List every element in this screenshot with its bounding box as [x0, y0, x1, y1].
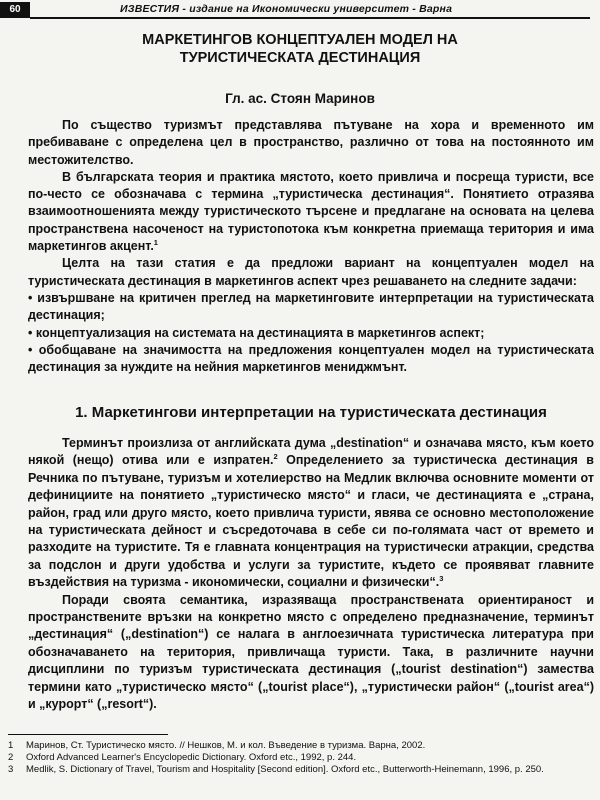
title-line-1: МАРКЕТИНГОВ КОНЦЕПТУАЛЕН МОДЕЛ НА	[142, 32, 458, 48]
title-line-2: ТУРИСТИЧЕСКАТА ДЕСТИНАЦИЯ	[179, 50, 421, 66]
footnote-3	[8, 764, 596, 776]
task-bullet-1: • извършване на критичен преглед на маркетинговите интерпретации на туристическата дестинация;	[28, 290, 594, 323]
header-rule	[30, 17, 590, 19]
intro-paragraph-2	[28, 169, 594, 255]
intro-paragraph-3: Целта на тази статия е да предложи вариант на концептуален модел на туристическата дестинация в маркетингов аспект чрез решаването на следните задачи:	[28, 256, 594, 288]
page-header	[0, 0, 600, 20]
footnotes	[8, 740, 596, 776]
footnote-number: 3	[8, 764, 14, 775]
term-tourist-destination: туристическа дестинация	[413, 453, 578, 468]
section-paragraph-1-c: в Речника по пътуване, туризъм и хотелиерство на Медлик включва основните моменти от дефинициите на понятието „туристическо място“ и гласи, че дестинацията е „страна, район, град или друго място, което привлича туристи, явява се основно местоположение на туристическата дейност и съсредоточава в себе си по-голямата част от времето и разходите на туристите. Тя е главната концентрация на туристически атракции, средства за подслон и други удобства и услуги за туристите, където се проявяват главните въздействия на туризма - икономически, социални и физически“.	[28, 453, 594, 590]
footnote-number: 2	[8, 752, 14, 763]
footnote-ref-2[interactable]: 2	[273, 452, 278, 462]
footnote-text: Medlik, S. Dictionary of Travel, Tourism and Hospitality [Second edition]. Oxford etc., Butterworth-Heinemann, 1996, p. 250.	[26, 764, 544, 775]
footnote-ref-3[interactable]: 3	[439, 574, 444, 584]
footnote-number: 1	[8, 740, 14, 751]
footnote-2	[8, 752, 596, 764]
section-body	[28, 435, 594, 714]
journal-title: ИЗВЕСТИЯ - издание на Икономически университет - Варна	[120, 3, 453, 15]
section-paragraph-1-b: Определението за	[277, 453, 414, 468]
section-paragraph-1-a: Терминът произлиза от английската дума „destination“ и означава място, към което някой (нещо) отива или е изпратен.	[28, 436, 594, 468]
intro-body	[28, 117, 594, 376]
intro-paragraph-1: По същество туризмът представлява пътуване на хора и временното им пребиваване с определена цел в пространство, различно от това на постоянното им местожителство.	[28, 118, 594, 167]
footnote-text: Oxford Advanced Learner's Encyclopedic Dictionary. Oxford etc., 1992, p. 244.	[26, 752, 357, 763]
footnote-text: Маринов, Ст. Туристическо място. // Нешков, М. и кол. Въведение в туризма. Варна, 2002.	[26, 740, 426, 751]
intro-paragraph-2-text: В българската теория и практика мястото, което привлича и посреща туристи, все по-често се обозначава с термина „туристическа дестинация“. Понятието отразява взаимоотношенията между туристическото търсене и предлагане на основата на целева пространствена насоченост на туристопотока към конкретна приемаща територия и има маркетингов акцент.	[28, 169, 594, 254]
article-author: Гл. ас. Стоян Маринов	[225, 91, 375, 106]
footnote-rule	[8, 734, 168, 735]
task-bullet-2: • концептуализация на системата на дестинацията в маркетингов аспект;	[28, 325, 485, 340]
footnote-ref-1[interactable]: 1	[153, 237, 158, 247]
section-heading: 1. Маркетингови интерпретации на туристическата дестинация	[75, 404, 547, 421]
footnote-1	[8, 740, 596, 752]
task-bullet-3: • обобщаване на значимостта на предложения концептуален модел на туристическата дестинация за нуждите на нейния маркетингов мениджмънт.	[28, 342, 594, 375]
section-paragraph-1	[28, 435, 594, 592]
article-title	[60, 31, 540, 67]
section-paragraph-2: Поради своята семантика, изразяваща пространствената ориентираност и пространствените връзки на конкретно място с определено предназначение, терминът „дестинация“ („destination“) се налага в англоезичната туристическа литература при обозначаването на територия, привличаща туристи. Така, в различните научни дисциплини по туризъм туристическата дестинация („tourist destination“) замества термини като „туристическо място“ („tourist place“), „туристически район“ („tourist area“) и „курорт“ („resort“).	[28, 592, 594, 712]
page-number: 60	[0, 2, 30, 18]
